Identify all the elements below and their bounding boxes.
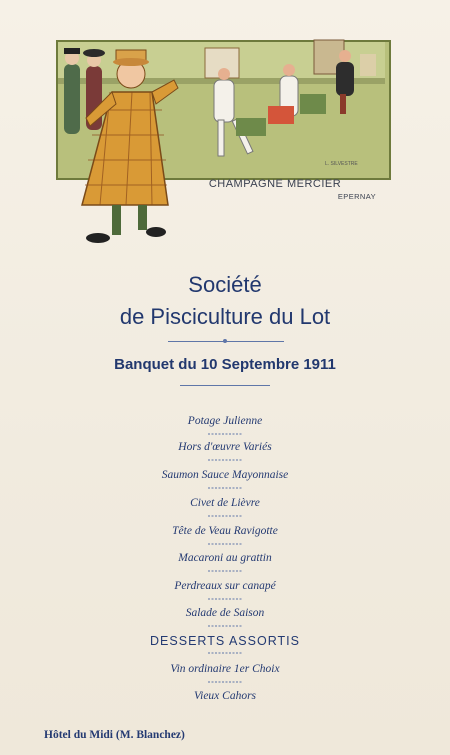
- champagne-illustration: [0, 0, 450, 260]
- menu-item: Salade de Saison: [185, 607, 265, 619]
- menu-separator: [208, 569, 242, 573]
- menu-item: Vieux Cahors: [193, 690, 257, 702]
- society-subtitle: de Pisciculture du Lot: [119, 304, 331, 329]
- brand-location: EPERNAY: [337, 192, 376, 201]
- menu-item: Potage Julienne: [187, 415, 263, 427]
- menu-separator: [208, 486, 242, 490]
- brand-name: CHAMPAGNE MERCIER: [208, 178, 342, 190]
- artist-signature: L. SILVESTRE: [325, 161, 358, 167]
- menu-separator: [208, 624, 242, 628]
- menu-item: Hors d'œuvre Variés: [178, 441, 272, 453]
- menu-item: Perdreaux sur canapé: [174, 580, 276, 592]
- menu-item: Macaroni au grattin: [178, 552, 272, 564]
- menu-separator: [208, 458, 242, 462]
- menu-item: Civet de Lièvre: [190, 497, 260, 509]
- menu-separator: [208, 542, 242, 546]
- menu-item: Saumon Sauce Mayonnaise: [161, 469, 289, 481]
- menu-item: Tête de Veau Ravigotte: [172, 525, 278, 537]
- menu-separator: [208, 514, 242, 518]
- society-title: Société: [188, 272, 262, 297]
- hotel-name: Hôtel du Midi (M. Blanchez): [44, 729, 185, 741]
- menu-separator: [208, 432, 242, 436]
- menu-separator: [208, 597, 242, 601]
- ornament-top: [215, 338, 235, 344]
- menu-item: Vin ordinaire 1er Choix: [170, 663, 280, 675]
- banquet-date: Banquet du 10 Septembre 1911: [114, 356, 336, 373]
- menu-item: DESSERTS ASSORTIS: [150, 634, 300, 648]
- menu-separator: [208, 651, 242, 655]
- divider-bottom: [180, 385, 270, 386]
- menu-separator: [208, 680, 242, 684]
